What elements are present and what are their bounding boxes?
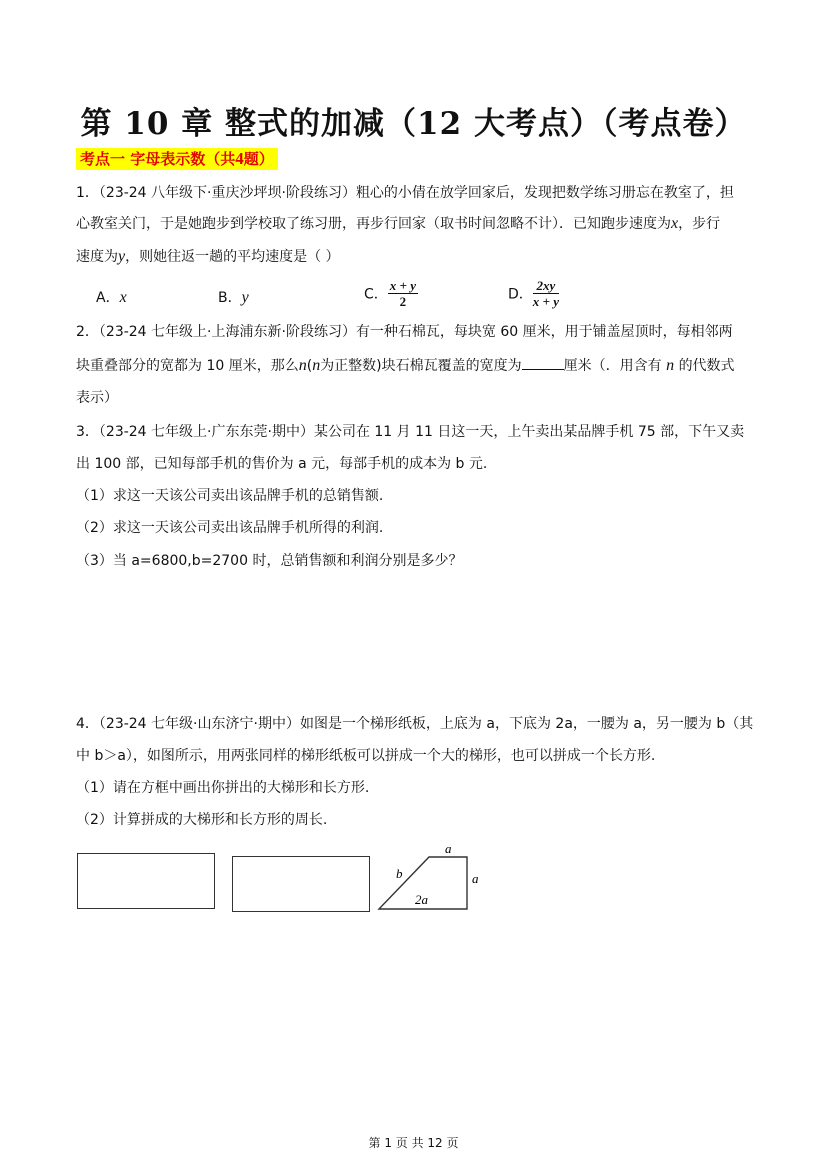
q3-sub1: （1）求这一天该公司卖出该品牌手机的总销售额. — [76, 488, 384, 504]
label-top: a — [445, 841, 452, 856]
page-title: 第 10 章 整式的加减（12 大考点）（考点卷） — [80, 106, 747, 142]
page-footer: 第 1 页 共 12 页 — [368, 1136, 459, 1150]
q1-option-b: B．y — [218, 289, 249, 306]
q1-option-c: C． $\frac{x + y}{2}$ — [364, 278, 416, 309]
trapezoid-figure — [375, 840, 495, 920]
q3-sub2: （2）求这一天该公司卖出该品牌手机所得的利润. — [76, 520, 384, 536]
q1-option-a: A．x — [96, 289, 127, 306]
q3-sub3: （3）当 a=6800,b=2700 时，总销售额和利润分别是多少？ — [76, 553, 463, 569]
q4-sub2: （2）计算拼成的大梯形和长方形的周长. — [76, 812, 328, 828]
label-left: b — [396, 866, 403, 881]
label-bottom: 2a — [415, 892, 428, 907]
q2-line1: 2．（23-24 七年级上·上海浦东新·阶段练习）有一种石棉瓦，每块宽 60 厘米，用于铺盖屋顶时，每相邻两 — [76, 324, 733, 340]
drawing-box-rectangle — [232, 856, 370, 912]
fraction-c: $\frac{x + y}{2}$ — [389, 278, 416, 309]
q4-line1: 4．（23-24 七年级·山东济宁·期中）如图是一个梯形纸板，上底为 a，下底为 2a，一腰为 a，另一腰为 b（其 — [76, 716, 754, 732]
q1-line1: 1．（23-24 八年级下·重庆沙坪坝·阶段练习）粗心的小倩在放学回家后，发现把数学练习册忘在教室了，担 — [76, 185, 734, 201]
q1-line2: 心教室关门，于是她跑步到学校取了练习册，再步行回家（取书时间忽略不计）．已知跑步速度为x，步行 — [76, 215, 721, 232]
section-label-suffix: 题） — [243, 150, 274, 168]
label-right: a — [472, 871, 479, 886]
section-count: 4 — [235, 149, 244, 168]
section-heading — [76, 148, 278, 170]
q4-line2: 中 b＞a），如图所示，用两张同样的梯形纸板可以拼成一个大的梯形，也可以拼成一个长方形. — [76, 748, 656, 764]
q1-option-d: D． $\frac{2xy}{x + y}$ — [508, 278, 559, 309]
var-y: y — [118, 248, 126, 265]
drawing-box-trapezoid — [77, 853, 215, 909]
var-x: x — [671, 215, 679, 232]
q3-line1: 3．（23-24 七年级上·广东东莞·期中）某公司在 11 月 11 日这一天，上午卖出某品牌手机 75 部，下午又卖 — [76, 424, 745, 440]
q1-line3: 速度为y，则她往返一趟的平均速度是（ ） — [76, 248, 340, 265]
answer-blank — [522, 355, 564, 370]
fraction-d: $\frac{2xy}{x + y}$ — [532, 278, 559, 309]
q2-line3: 表示） — [76, 390, 118, 406]
q4-sub1: （1）请在方框中画出你拼出的大梯形和长方形. — [76, 780, 370, 796]
q3-line2: 出 100 部，已知每部手机的售价为 a 元，每部手机的成本为 b 元. — [76, 456, 488, 472]
section-label: 考点一 字母表示数（共 — [80, 150, 236, 168]
q2-line2: 块重叠部分的宽都为 10 厘米，那么n(n为正整数)块石棉瓦覆盖的宽度为 厘米（．用含有 n 的代数式 — [76, 357, 735, 374]
